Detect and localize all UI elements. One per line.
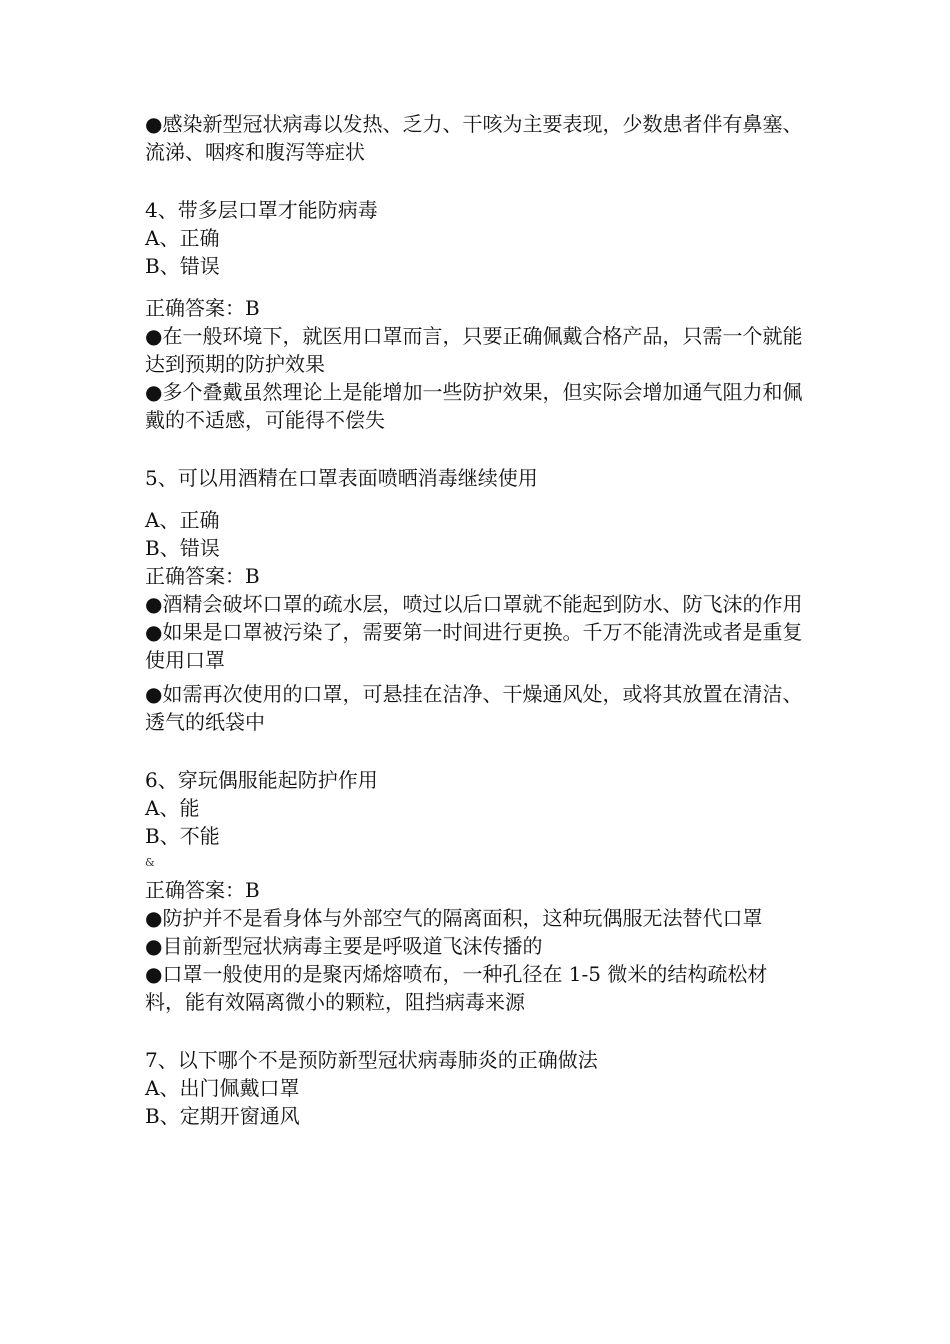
question-6-explanation-2: ●目前新型冠状病毒主要是呼吸道飞沫传播的: [145, 934, 543, 958]
question-7-option-a: A、出门佩戴口罩: [145, 1076, 300, 1100]
question-6-text: 6、穿玩偶服能起防护作用: [145, 768, 378, 792]
question-4-explanation-1: ●在一般环境下，就医用口罩而言，只要正确佩戴合格产品，只需一个就能达到预期的防护效果: [145, 324, 803, 376]
question-4: [145, 196, 805, 434]
question-4-option-a: A、正确: [145, 226, 220, 250]
spacer: [145, 280, 805, 294]
question-6-explanation-1: ●防护并不是看身体与外部空气的隔离面积，这种玩偶服无法替代口罩: [145, 906, 763, 930]
question-7-text: 7、以下哪个不是预防新型冠状病毒肺炎的正确做法: [145, 1048, 598, 1072]
question-4-explanation-2: ●多个叠戴虽然理论上是能增加一些防护效果，但实际会增加通气阻力和佩戴的不适感，可能得不偿失: [145, 380, 803, 432]
spacer: [145, 736, 805, 766]
question-5-option-b: B、错误: [145, 536, 220, 560]
question-4-text: 4、带多层口罩才能防病毒: [145, 198, 378, 222]
question-5-answer: 正确答案：B: [145, 564, 260, 588]
question-6: [145, 766, 805, 1016]
spacer: [145, 492, 805, 506]
document-page: [145, 110, 805, 1130]
question-7: [145, 1046, 805, 1130]
question-4-option-b: B、错误: [145, 254, 220, 278]
question-6-option-a: A、能: [145, 796, 200, 820]
question-5-option-a: A、正确: [145, 508, 220, 532]
question-5-text: 5、可以用酒精在口罩表面喷晒消毒继续使用: [145, 466, 538, 490]
question-5-explanation-2: ●如果是口罩被污染了，需要第一时间进行更换。千万不能清洗或者是重复使用口罩: [145, 620, 803, 672]
stray-mark: &: [145, 856, 155, 869]
intro-bullet: ●感染新型冠状病毒以发热、乏力、干咳为主要表现，少数患者伴有鼻塞、流涕、咽疼和腹泻等症状: [145, 112, 803, 164]
question-7-option-b: B、定期开窗通风: [145, 1104, 300, 1128]
spacer: [145, 434, 805, 464]
question-6-answer: 正确答案：B: [145, 878, 260, 902]
question-6-option-b: B、不能: [145, 824, 220, 848]
question-5: [145, 464, 805, 736]
question-5-explanation-1: ●酒精会破坏口罩的疏水层，喷过以后口罩就不能起到防水、防飞沫的作用: [145, 592, 803, 616]
spacer: [145, 1016, 805, 1046]
question-6-explanation-3: ●口罩一般使用的是聚丙烯熔喷布，一种孔径在 1-5 微米的结构疏松材料，能有效隔离微小的颗粒，阻挡病毒来源: [145, 962, 768, 1014]
question-5-explanation-3: ●如需再次使用的口罩，可悬挂在洁净、干燥通风处，或将其放置在清洁、透气的纸袋中: [145, 682, 803, 734]
spacer: [145, 166, 805, 196]
question-4-answer: 正确答案：B: [145, 296, 260, 320]
